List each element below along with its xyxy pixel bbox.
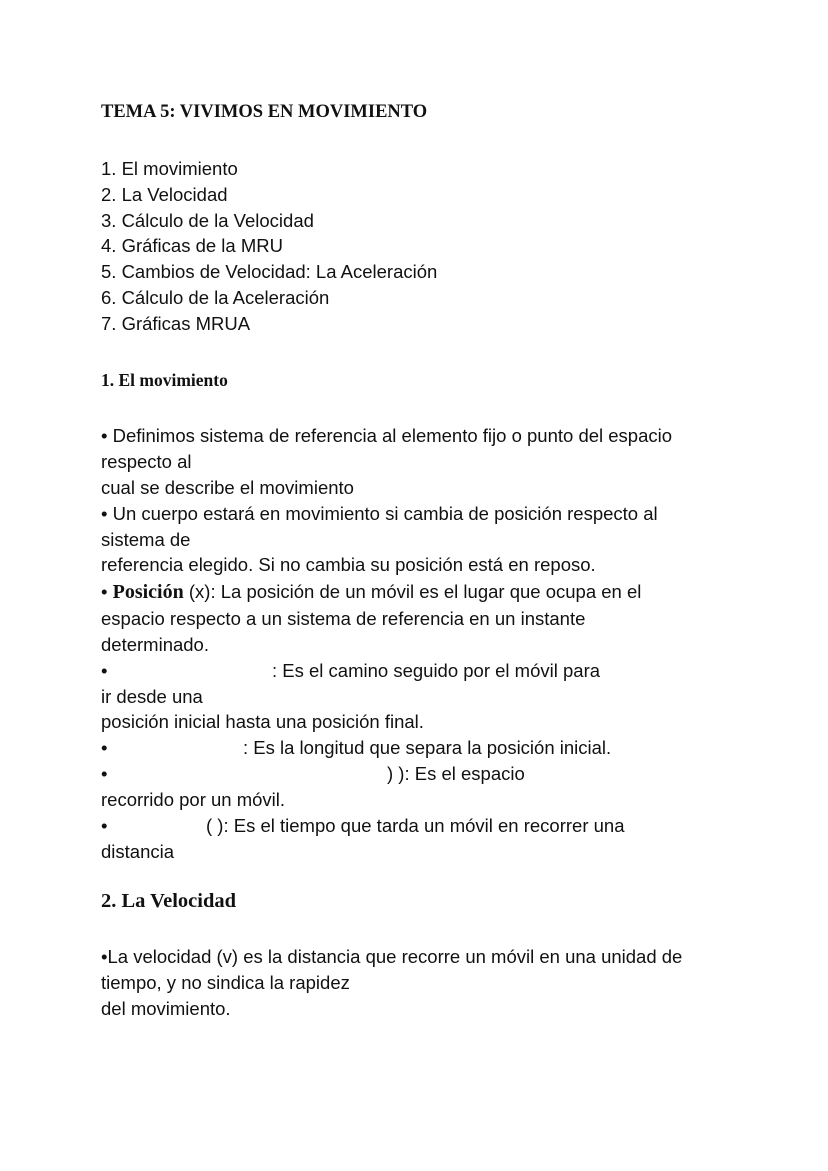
bullet: • — [101, 660, 108, 681]
paragraph-line: sistema de — [101, 529, 191, 550]
paragraph-line: espacio respecto a un sistema de referencia en un instante — [101, 608, 586, 629]
bullet: • — [101, 737, 108, 758]
bullet: • — [101, 581, 113, 602]
paragraph-line — [101, 581, 641, 604]
paragraph-line: •La velocidad (v) es la distancia que recorre un móvil en una unidad de — [101, 946, 683, 967]
paragraph-line: recorrido por un móvil. — [101, 789, 286, 810]
paragraph-line: determinado. — [101, 634, 209, 655]
page-title: TEMA 5: VIVIMOS EN MOVIMIENTO — [101, 102, 428, 122]
toc-item: 3. Cálculo de la Velocidad — [101, 210, 314, 231]
bullet: • — [101, 815, 108, 836]
definition-text: : Es la longitud que separa la posición inicial. — [243, 737, 612, 758]
toc-item: 6. Cálculo de la Aceleración — [101, 287, 330, 308]
definition-text: : Es el camino seguido por el móvil para — [272, 660, 601, 681]
paragraph-line: ir desde una — [101, 686, 203, 707]
toc-item: 4. Gráficas de la MRU — [101, 235, 283, 256]
toc-item: 5. Cambios de Velocidad: La Aceleración — [101, 261, 438, 282]
term-posicion: Posición — [112, 581, 184, 603]
section-heading-movimiento: 1. El movimiento — [101, 370, 228, 390]
paragraph-line: • Un cuerpo estará en movimiento si cambia de posición respecto al — [101, 503, 658, 524]
toc-item: 1. El movimiento — [101, 158, 238, 179]
toc-item: 2. La Velocidad — [101, 184, 228, 205]
paragraph-line: posición inicial hasta una posición final. — [101, 711, 424, 732]
definition-text: (x): La posición de un móvil es el lugar que ocupa en el — [183, 581, 642, 602]
paragraph-line: cual se describe el movimiento — [101, 477, 354, 498]
paragraph-line: del movimiento. — [101, 998, 231, 1019]
section-heading-velocidad: 2. La Velocidad — [101, 890, 236, 912]
definition-text: ( ): Es el tiempo que tarda un móvil en recorrer una — [206, 815, 625, 836]
paragraph-line: distancia — [101, 841, 175, 862]
bullet: • — [101, 763, 108, 784]
paragraph-line: referencia elegido. Si no cambia su posición está en reposo. — [101, 554, 596, 575]
definition-text: ) ): Es el espacio — [387, 763, 525, 784]
paragraph-line: • Definimos sistema de referencia al elemento fijo o punto del espacio — [101, 425, 673, 446]
paragraph-line: respecto al — [101, 451, 192, 472]
toc-item: 7. Gráficas MRUA — [101, 313, 251, 334]
paragraph-line: tiempo, y no sindica la rapidez — [101, 972, 350, 993]
